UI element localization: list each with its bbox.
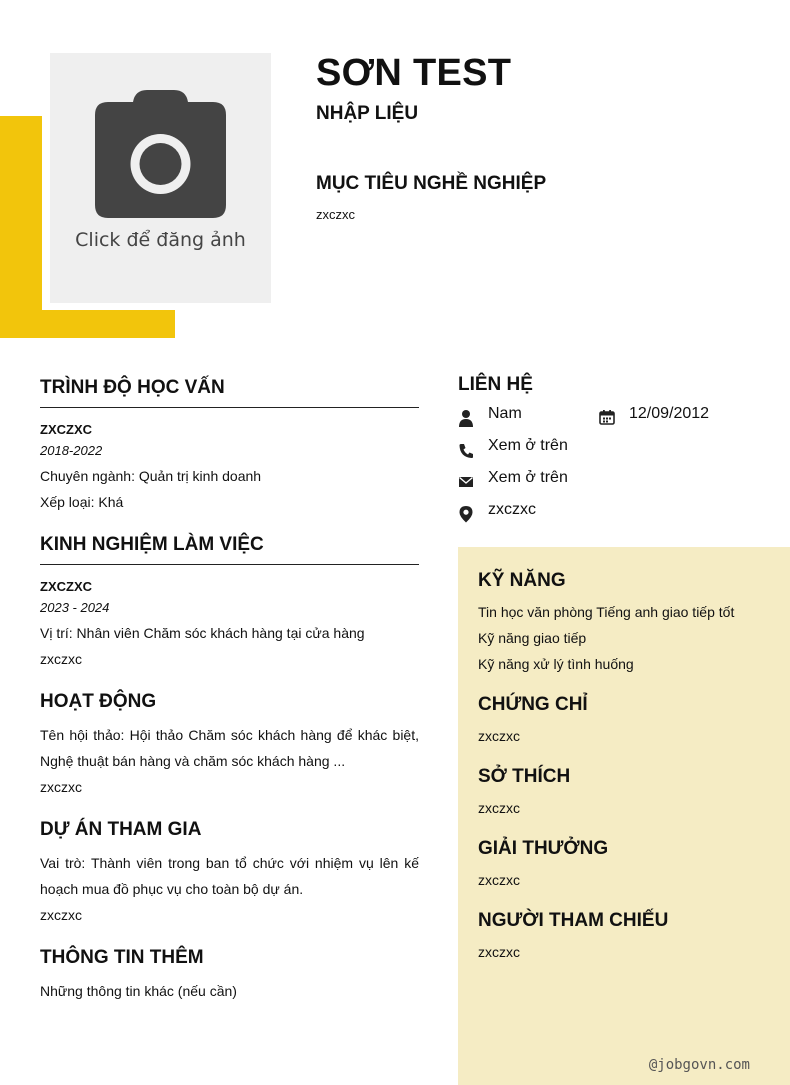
experience-time: 2023 - 2024 [40,600,110,615]
contact-gender: Nam [488,405,522,422]
hobbies-text: zxczxc [478,800,520,816]
contact-address: zxczxc [488,501,536,518]
awards-title: GIẢI THƯỞNG [478,838,609,859]
education-major: Chuyên ngành: Quản trị kinh doanh [40,468,262,484]
experience-company: ZXCZXC [40,579,92,594]
experience-title: KINH NGHIỆM LÀM VIỆC [40,531,419,565]
person-icon [458,409,474,427]
activities-text: Tên hội thảo: Hội thảo Chăm sóc khách hàng để khác biệt, Nghệ thuật bán hàng và chăm sóc khách hàng ... [40,727,419,769]
contact-birthday: 12/09/2012 [629,405,710,422]
photo-upload[interactable] [50,53,271,303]
skill-item: Kỹ năng giao tiếp [478,630,587,646]
experience-role: Vị trí: Nhân viên Chăm sóc khách hàng tại cửa hàng [40,625,365,641]
projects-title: DỰ ÁN THAM GIA [40,819,202,840]
candidate-position: NHẬP LIỆU [316,103,419,124]
awards-text: zxczxc [478,872,520,888]
hobbies-title: SỞ THÍCH [478,766,571,787]
certificates-title: CHỨNG CHỈ [478,694,588,715]
accent-bar-horizontal [0,310,175,338]
contact-row-gender [458,403,790,435]
contact-row-phone [458,435,790,467]
candidate-name: SƠN TEST [316,52,512,94]
mail-icon [458,473,474,491]
skills-title: KỸ NĂNG [478,570,566,591]
activities-title: HOẠT ĐỘNG [40,691,157,712]
contact-row-address [458,499,790,531]
activities-detail: zxczxc [40,779,82,795]
references-title: NGƯỜI THAM CHIẾU [478,910,669,931]
objective-text: zxczxc [316,207,355,222]
side-panel [458,547,790,1085]
education-title: TRÌNH ĐỘ HỌC VẤN [40,374,419,408]
camera-icon [95,90,226,218]
projects-text: Vai trò: Thành viên trong ban tổ chức với nhiệm vụ lên kế hoạch mua đồ phục vụ cho toàn bộ dự án. [40,855,419,897]
contact-section [458,371,790,531]
education-time: 2018-2022 [40,443,103,458]
education-school: ZXCZXC [40,422,92,437]
accent-bar-vertical [0,116,42,338]
watermark: @jobgovn.com [648,1057,750,1073]
additional-text: Những thông tin khác (nếu cần) [40,983,237,999]
references-text: zxczxc [478,944,520,960]
objective-title: MỤC TIÊU NGHỀ NGHIỆP [316,173,547,194]
additional-title: THÔNG TIN THÊM [40,947,204,968]
experience-detail: zxczxc [40,651,82,667]
skill-item: Kỹ năng xử lý tình huống [478,656,634,672]
calendar-icon [599,409,615,425]
projects-detail: zxczxc [40,907,82,923]
phone-icon [458,441,474,459]
education-grade: Xếp loại: Khá [40,494,124,510]
certificates-text: zxczxc [478,728,520,744]
contact-phone: Xem ở trên [488,437,568,454]
location-pin-icon [458,505,474,523]
left-column [40,374,419,1004]
photo-caption: Click để đăng ảnh [75,229,246,251]
contact-email: Xem ở trên [488,469,568,486]
contact-title: LIÊN HỆ [458,374,533,395]
skill-item: Tin học văn phòng Tiếng anh giao tiếp tốt [478,604,735,620]
contact-row-email [458,467,790,499]
